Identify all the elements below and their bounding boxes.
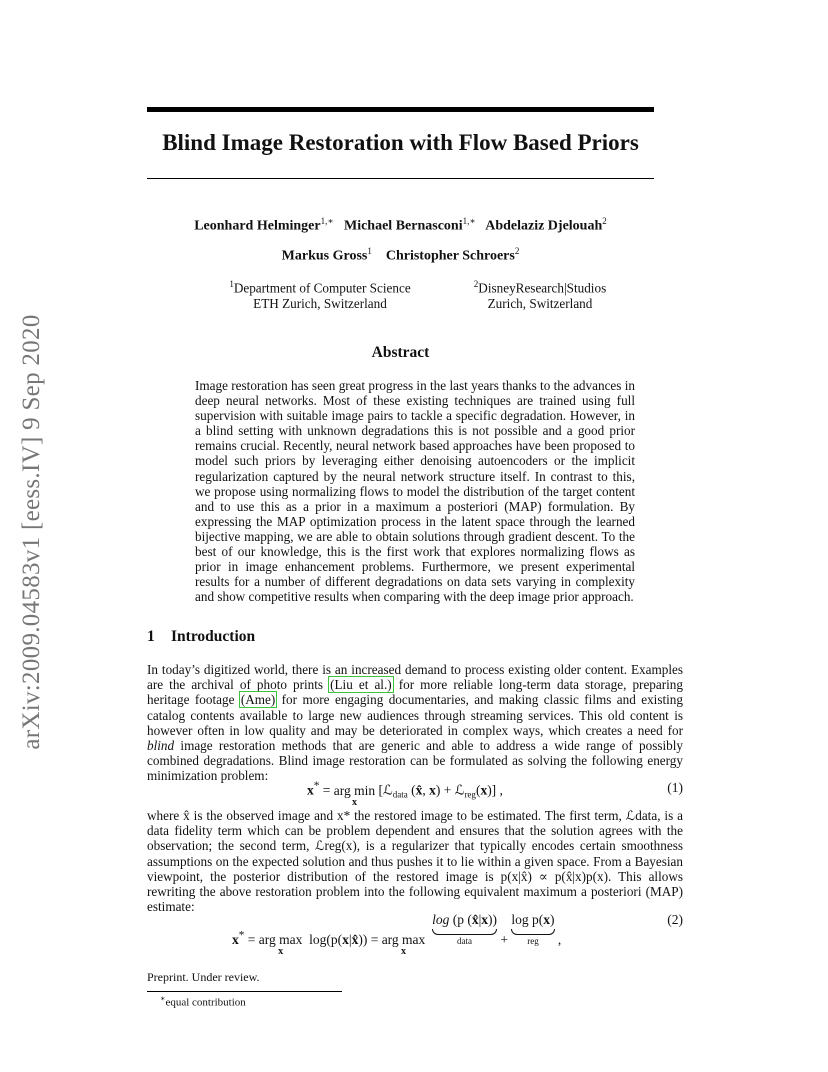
author-name: Michael Bernasconi [343,218,463,234]
author-name: Christopher Schroers [385,248,515,264]
text-run: In today’s digitized world, there is an increased demand to process existing older content. Examples are the archival of photo prints [147,662,683,693]
equation-number: (2) [667,912,683,927]
footnote-rule [147,991,342,992]
citation-link[interactable]: (Ame) [240,692,276,708]
preprint-note: Preprint. Under review. [147,970,260,984]
text-run: image restoration methods that are generic and able to address a wide range of possibly combined degradations. Blind image restoration can be formulated as solving the following energy minimization problem: [147,738,683,784]
intro-paragraph-1 [147,662,683,784]
footnote-mark: ∗ [160,994,166,1003]
affiliation-line: Zurich, Switzerland [487,295,593,311]
intro-paragraph-2: where x̂ is the observed image and x* the restored image to be estimated. The first term, ℒdata, is a data fidelity term which can be problem dependent and ensures that the solution agrees with the observation; the second term, ℒreg(x), is a regularizer that typically encodes certain smoothness assumptions on the expected solution and thus pushes it to lie within a given space. From a Bayesian viewpoint, the posterior distribution of the restored image is p(x|x̂) ∝ p(x̂|x)p(x). This allows rewriting the above restoration problem into the following equivalent maximum a posteriori (MAP) estimate: [147,808,683,915]
emphasis-text: blind [147,738,175,754]
author-name: Abdelaziz Djelouah [485,218,603,234]
equation-1-formula: x* = arg min x [ℒ$_{data}$ (x̂, x) + ℒ$_{reg}$(x)] , [307,780,503,808]
underbrace-label: reg [527,936,539,946]
section-number: 1 [147,628,155,645]
author-mark: 2 [514,246,520,256]
section-heading [147,628,255,646]
arxiv-sidebar [12,292,52,772]
author-name: Markus Gross [281,248,368,264]
text-run: for more reliable long-term data storage, preparing heritage footage [147,677,683,708]
text-run: for more engaging documentaries, and making classic films and existing catalog contents available to large new audiences through streaming services. This old content is however often in low quality and may be deteriorated in complex ways, which creates a need for [147,692,683,738]
author-mark: 1,∗ [462,216,476,226]
equation-2 [147,912,683,957]
affiliation-mark: 1 [229,279,234,289]
section-title: Introduction [171,628,256,645]
paper-title: Blind Image Restoration with Flow Based Priors [162,130,639,155]
citation-link[interactable]: (Liu et al.) [330,677,392,693]
affiliation-line: ETH Zurich, Switzerland [253,295,387,311]
footnote [160,994,246,1009]
affiliation-line: Department of Computer Science [233,280,411,296]
title-rule-bottom [147,178,654,179]
author-mark: 2 [602,216,607,226]
arxiv-identifier: arXiv:2009.04583v1 [eess.IV] 9 Sep 2020 [18,314,45,750]
equation-1 [147,780,683,808]
equation-2-formula: x* = arg max x log(p(x|x̂)) = arg max x log (p (x̂|x)) data + log p(x) reg , [232,912,562,957]
underbrace-label: data [457,936,473,946]
affiliation-line: DisneyResearch|Studios [478,280,607,296]
title-rule-top [147,107,654,112]
author-name: Leonhard Helminger [194,218,321,234]
equation-number: (1) [667,780,683,795]
author-line-2 [147,246,654,265]
affiliation-mark: 2 [473,279,479,289]
affiliation-eth [210,277,430,311]
author-mark: 1 [367,246,372,256]
abstract-body: Image restoration has seen great progress in the last years thanks to the advances in deep neural networks. Most of these existing techniques are trained using full supervision with suitable image pairs to tackle a specific degradation. However, in a blind setting with unknown degradations this is not possible and a good prior remains crucial. Recently, neural network based approaches have been proposed to model such priors by leveraging either denoising autoencoders or the implicit regularization captured by the neural network structure itself. In contrast to this, we propose using normalizing flows to model the distribution of the target content and to use this as a prior in a maximum a posteriori (MAP) formulation. By expressing the MAP optimization process in the latent space through the learned bijective mapping, we are able to obtain solutions through gradient descent. To the best of our knowledge, this is the first work that explores normalizing flows as prior in image enhancement problems. Furthermore, we present experimental results for a number of different degradations on data sets varying in complexity and show competitive results when comparing with the deep image prior approach. [195,378,635,605]
affiliation-disney [450,277,630,311]
footnote-text: equal contribution [165,996,246,1009]
abstract-heading: Abstract [371,344,430,361]
author-line-1 [147,216,654,235]
author-mark: 1,∗ [320,216,334,226]
